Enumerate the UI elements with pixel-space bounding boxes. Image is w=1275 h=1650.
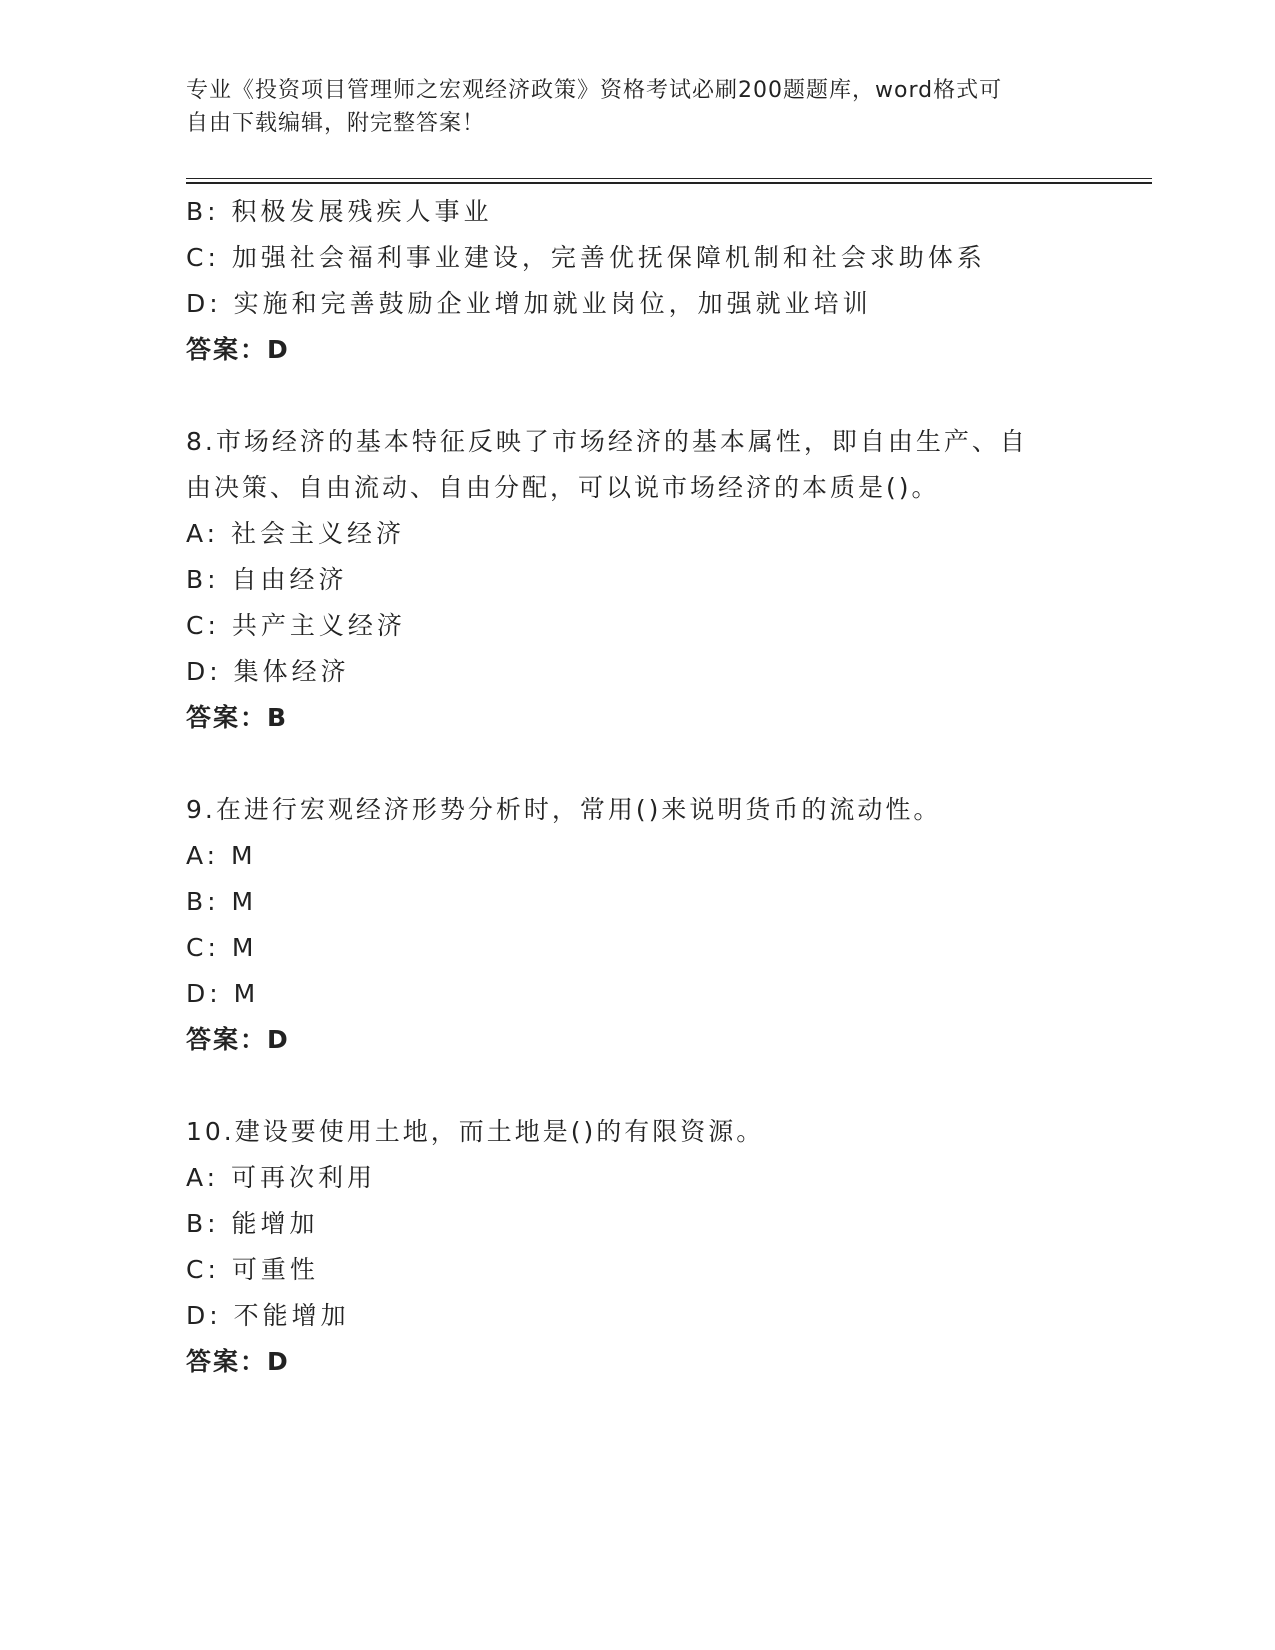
answer: 答案：D: [186, 335, 290, 364]
option-b: B: 自由经济: [186, 565, 348, 594]
option-b: B: M: [186, 887, 258, 916]
answer: 答案：B: [186, 703, 289, 732]
option-d: D: M: [186, 979, 260, 1008]
option-a: A: M: [186, 841, 257, 870]
spacer: [186, 741, 1136, 787]
option-d: D: 实施和完善鼓励企业增加就业岗位，加强就业培训: [186, 289, 872, 318]
question-8: [186, 419, 1136, 741]
question-7-fragment: [186, 189, 1136, 373]
option-b: B: 积极发展残疾人事业: [186, 197, 493, 226]
option-a: A: 可再次利用: [186, 1163, 377, 1192]
question-stem: 由决策、自由流动、自由分配，可以说市场经济的本质是()。: [186, 473, 940, 502]
option-c: C: 加强社会福利事业建设，完善优抚保障机制和社会求助体系: [186, 243, 986, 272]
document-header: [186, 74, 1066, 140]
question-stem: 10.建设要使用土地，而土地是()的有限资源。: [186, 1117, 765, 1146]
question-9: [186, 787, 1136, 1063]
spacer: [186, 373, 1136, 419]
option-c: C: 可重性: [186, 1255, 319, 1284]
header-divider-thin: [186, 178, 1152, 179]
question-list: [186, 189, 1136, 1385]
question-stem: 9.在进行宏观经济形势分析时，常用()来说明货币的流动性。: [186, 795, 942, 824]
answer: 答案：D: [186, 1347, 290, 1376]
header-line-2: 自由下载编辑，附完整答案！: [186, 111, 486, 136]
answer: 答案：D: [186, 1025, 290, 1054]
option-d: D: 集体经济: [186, 657, 350, 686]
question-stem: 8.市场经济的基本特征反映了市场经济的基本属性，即自由生产、自: [186, 427, 1028, 456]
header-divider-thick: [186, 182, 1152, 184]
spacer: [186, 1063, 1136, 1109]
question-10: [186, 1109, 1136, 1385]
option-c: C: 共产主义经济: [186, 611, 406, 640]
option-b: B: 能增加: [186, 1209, 319, 1238]
option-a: A: 社会主义经济: [186, 519, 406, 548]
option-d: D: 不能增加: [186, 1301, 350, 1330]
header-line-1: 专业《投资项目管理师之宏观经济政策》资格考试必刷200题题库，word格式可: [186, 78, 1003, 103]
option-c: C: M: [186, 933, 258, 962]
